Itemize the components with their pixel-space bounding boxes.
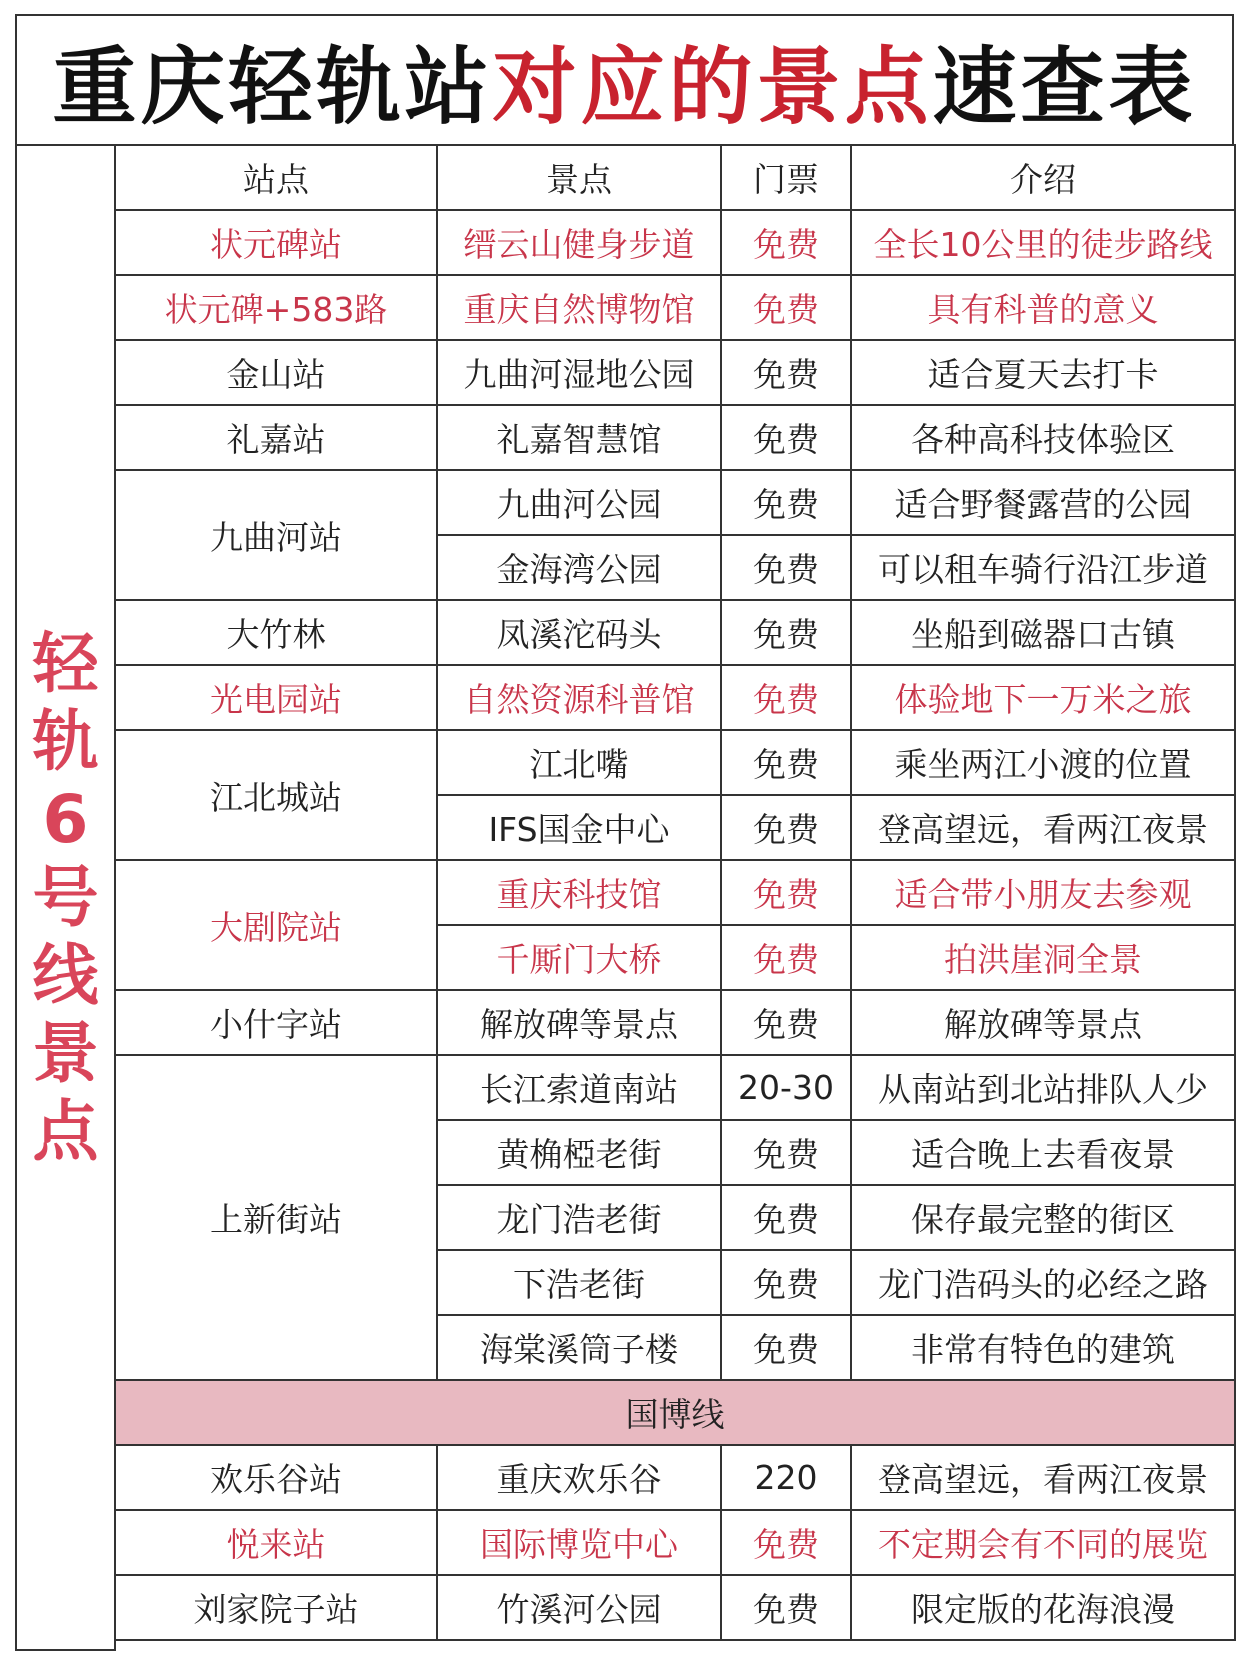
intro-cell: 拍洪崖洞全景 (851, 925, 1235, 990)
header-station: 站点 (115, 145, 437, 210)
spot-cell: 重庆欢乐谷 (437, 1445, 721, 1510)
spot-cell: 重庆科技馆 (437, 860, 721, 925)
spot-cell: 自然资源科普馆 (437, 665, 721, 730)
table-row (115, 1575, 1235, 1640)
station-cell: 礼嘉站 (115, 405, 437, 470)
attractions-table (114, 144, 1236, 1641)
table-row (115, 1445, 1235, 1510)
title-part-black: 重庆轻轨站 (52, 37, 493, 136)
intro-cell: 适合晚上去看夜景 (851, 1120, 1235, 1185)
header-spot: 景点 (437, 145, 721, 210)
title-part-black-2: 速查表 (932, 37, 1197, 136)
table-row (115, 665, 1235, 730)
spot-cell: 海棠溪筒子楼 (437, 1315, 721, 1380)
ticket-cell: 免费 (721, 600, 851, 665)
ticket-cell: 免费 (721, 1510, 851, 1575)
spot-cell: 九曲河湿地公园 (437, 340, 721, 405)
ticket-cell: 免费 (721, 730, 851, 795)
spot-cell: 重庆自然博物馆 (437, 275, 721, 340)
spot-cell: 礼嘉智慧馆 (437, 405, 721, 470)
intro-cell: 各种高科技体验区 (851, 405, 1235, 470)
header-intro: 介绍 (851, 145, 1235, 210)
spot-cell: 龙门浩老街 (437, 1185, 721, 1250)
station-cell: 大剧院站 (115, 860, 437, 990)
station-cell: 状元碑站 (115, 210, 437, 275)
intro-cell: 从南站到北站排队人少 (851, 1055, 1235, 1120)
table-row (115, 600, 1235, 665)
spot-cell: 长江索道南站 (437, 1055, 721, 1120)
station-cell: 九曲河站 (115, 470, 437, 600)
intro-cell: 解放碑等景点 (851, 990, 1235, 1055)
ticket-cell: 免费 (721, 925, 851, 990)
ticket-cell: 免费 (721, 535, 851, 600)
ticket-cell: 免费 (721, 1250, 851, 1315)
spot-cell: 黄桷椏老街 (437, 1120, 721, 1185)
intro-cell: 不定期会有不同的展览 (851, 1510, 1235, 1575)
ticket-cell: 免费 (721, 210, 851, 275)
side-char: 6 (42, 780, 89, 858)
ticket-cell: 免费 (721, 665, 851, 730)
intro-cell: 全长10公里的徒步路线 (851, 210, 1235, 275)
station-cell: 欢乐谷站 (115, 1445, 437, 1510)
page-title (15, 14, 1234, 146)
title-part-red: 对应的景点 (492, 37, 933, 136)
spot-cell: 凤溪沱码头 (437, 600, 721, 665)
table-row (115, 340, 1235, 405)
spot-cell: 九曲河公园 (437, 470, 721, 535)
spot-cell: 金海湾公园 (437, 535, 721, 600)
ticket-cell: 免费 (721, 405, 851, 470)
station-cell: 上新街站 (115, 1055, 437, 1380)
table-row (115, 990, 1235, 1055)
ticket-cell: 免费 (721, 1185, 851, 1250)
table-row (115, 1055, 1235, 1120)
section-row (115, 1380, 1235, 1445)
spot-cell: 下浩老街 (437, 1250, 721, 1315)
station-cell: 金山站 (115, 340, 437, 405)
side-char: 轨 (32, 702, 99, 780)
side-char: 轻 (32, 624, 99, 702)
intro-cell: 龙门浩码头的必经之路 (851, 1250, 1235, 1315)
ticket-cell: 免费 (721, 795, 851, 860)
table-row (115, 210, 1235, 275)
spot-cell: 解放碑等景点 (437, 990, 721, 1055)
intro-cell: 限定版的花海浪漫 (851, 1575, 1235, 1640)
side-label (15, 144, 116, 1651)
intro-cell: 适合带小朋友去参观 (851, 860, 1235, 925)
spot-cell: 江北嘴 (437, 730, 721, 795)
intro-cell: 适合野餐露营的公园 (851, 470, 1235, 535)
intro-cell: 登高望远，看两江夜景 (851, 795, 1235, 860)
station-cell: 状元碑+583路 (115, 275, 437, 340)
station-cell: 光电园站 (115, 665, 437, 730)
intro-cell: 具有科普的意义 (851, 275, 1235, 340)
ticket-cell: 免费 (721, 275, 851, 340)
intro-cell: 可以租车骑行沿江步道 (851, 535, 1235, 600)
spot-cell: 缙云山健身步道 (437, 210, 721, 275)
intro-cell: 乘坐两江小渡的位置 (851, 730, 1235, 795)
ticket-cell: 免费 (721, 1575, 851, 1640)
table-row (115, 470, 1235, 535)
ticket-cell: 免费 (721, 860, 851, 925)
side-char: 号 (32, 858, 99, 936)
ticket-cell: 免费 (721, 1315, 851, 1380)
spot-cell: 竹溪河公园 (437, 1575, 721, 1640)
side-char: 线 (32, 936, 99, 1014)
intro-cell: 体验地下一万米之旅 (851, 665, 1235, 730)
spot-cell: IFS国金中心 (437, 795, 721, 860)
intro-cell: 登高望远，看两江夜景 (851, 1445, 1235, 1510)
table-row (115, 860, 1235, 925)
ticket-cell: 免费 (721, 1120, 851, 1185)
station-cell: 小什字站 (115, 990, 437, 1055)
intro-cell: 坐船到磁器口古镇 (851, 600, 1235, 665)
ticket-cell: 220 (721, 1445, 851, 1510)
table-header-row (115, 145, 1235, 210)
station-cell: 刘家院子站 (115, 1575, 437, 1640)
intro-cell: 保存最完整的街区 (851, 1185, 1235, 1250)
ticket-cell: 20-30 (721, 1055, 851, 1120)
table-row (115, 730, 1235, 795)
intro-cell: 非常有特色的建筑 (851, 1315, 1235, 1380)
spot-cell: 国际博览中心 (437, 1510, 721, 1575)
table-row (115, 405, 1235, 470)
side-char: 景 (32, 1014, 99, 1092)
table-row (115, 275, 1235, 340)
table-row (115, 1510, 1235, 1575)
ticket-cell: 免费 (721, 470, 851, 535)
station-cell: 江北城站 (115, 730, 437, 860)
station-cell: 大竹林 (115, 600, 437, 665)
ticket-cell: 免费 (721, 990, 851, 1055)
side-char: 点 (32, 1092, 99, 1170)
spot-cell: 千厮门大桥 (437, 925, 721, 990)
station-cell: 悦来站 (115, 1510, 437, 1575)
intro-cell: 适合夏天去打卡 (851, 340, 1235, 405)
section-label: 国博线 (115, 1380, 1235, 1445)
ticket-cell: 免费 (721, 340, 851, 405)
header-ticket: 门票 (721, 145, 851, 210)
